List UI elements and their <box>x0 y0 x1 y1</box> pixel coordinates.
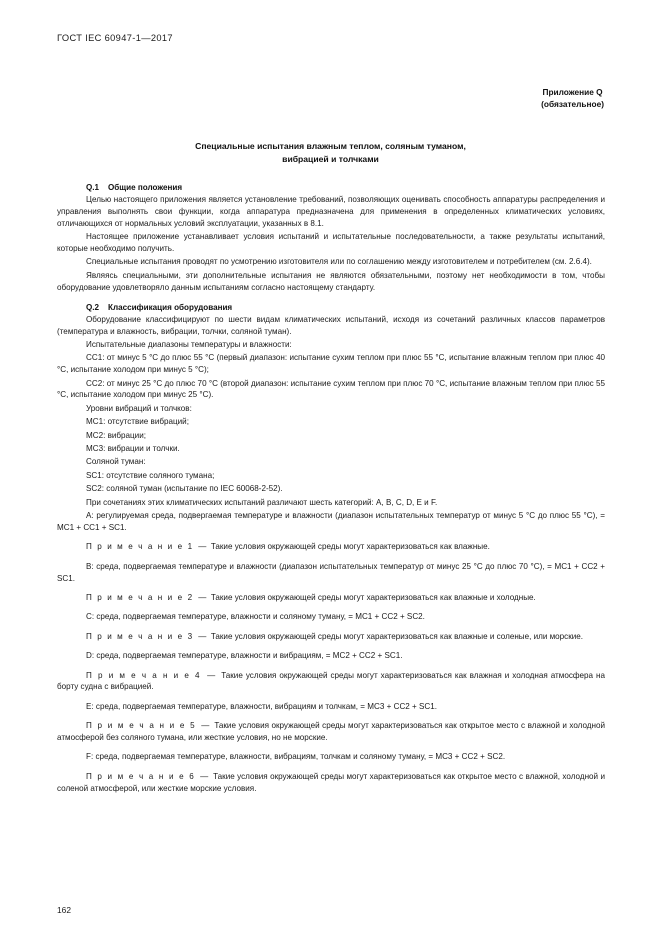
note <box>57 592 605 604</box>
annex-subtitle: (обязательное) <box>541 99 604 110</box>
note <box>57 771 605 795</box>
note-text: Такие условия окружающей среды могут характеризоваться как влажные. <box>210 542 490 552</box>
paragraph: При сочетаниях этих климатических испытаний различают шесть категорий: А, В, С, D, Е и F. <box>86 497 438 507</box>
category-item: В: среда, подвергаемая температуре и влажности (диапазон испытательных температур от минус 25 °С до плюс 70 °С), = MC1 + CC2 + SC1. <box>57 561 605 583</box>
paragraph: Испытательные диапазоны температуры и влажности: <box>86 339 292 349</box>
note <box>57 720 605 744</box>
note <box>57 541 605 553</box>
section-title-q2: Классификация оборудования <box>108 302 233 312</box>
section-number-q1: Q.1 <box>86 183 100 192</box>
paragraph: Настоящее приложение устанавливает условия испытаний и испытательные последовательности, а также результаты испытаний, которые необходимо получить. <box>57 232 605 254</box>
note-dash: — <box>207 670 216 680</box>
note-dash: — <box>198 592 207 602</box>
note-label: П р и м е ч а н и е 4 <box>86 670 202 680</box>
category-item: D: среда, подвергаемая температуре, влажности и вибрациям, = MC2 + CC2 + SC1. <box>86 651 403 661</box>
note-label: П р и м е ч а н и е 3 <box>86 631 194 641</box>
note-text: Такие условия окружающей среды могут характеризоваться как влажная и холодная атмосфера на борту судна с вибрацией. <box>57 670 605 692</box>
list-item: SC1: отсутствие соляного тумана; <box>86 470 215 480</box>
category-item: С: среда, подвергаемая температуре, влажности и соляному туману, = MC1 + CC2 + SC2. <box>86 612 425 622</box>
section-title-q1: Общие положения <box>108 183 183 192</box>
note-label: П р и м е ч а н и е 1 <box>86 542 194 552</box>
paragraph: Целью настоящего приложения является установление требований, позволяющих оценивать способность аппаратуры распределения и управления выполнять свои функции, когда аппаратура предназначена для применения в определенных климатических условиях, отличающихся от нормальных условий эксплуатации, указанных в 8.1. <box>57 195 605 228</box>
paragraph: Соляной туман: <box>86 457 146 467</box>
note-dash: — <box>198 542 207 552</box>
paragraph: Специальные испытания проводят по усмотрению изготовителя или по соглашению между изготовителем и потребителем (см. 2.6.4). <box>86 257 592 267</box>
paragraph: Оборудование классифицируют по шести видам климатических испытаний, исходя из сочетаний различных классов параметров (температура и влажность, вибрации, толчки, соляной туман). <box>57 314 605 336</box>
section-heading-q2 <box>57 303 605 312</box>
page-title-line-2: вибрацией и толчками <box>282 154 379 165</box>
page-title <box>57 140 604 167</box>
note-dash: — <box>201 721 210 731</box>
paragraph: СС1: от минус 5 °С до плюс 55 °С (первый диапазон: испытание сухим теплом при плюс 55 °С, испытание влажным теплом при плюс 40 °С, испытание холодом при минус 5 °С); <box>57 353 605 375</box>
document-body <box>57 183 605 802</box>
list-item: MC2: вибрации; <box>86 430 146 440</box>
paragraph: СС2: от минус 25 °С до плюс 70 °С (второй диапазон: испытание сухим теплом при плюс 70 °С, испытание влажным теплом при плюс 55 °С, испытание холодом при минус 25 °С). <box>57 378 605 400</box>
note-label: П р и м е ч а н и е 6 <box>86 771 196 781</box>
section-heading-q1 <box>57 183 605 192</box>
note-text: Такие условия окружающей среды могут характеризоваться как влажные и соленые, или морские. <box>210 631 584 641</box>
category-item: F: среда, подвергаемая температуре, влажности, вибрациям, толчкам и соляному туману, = MC3 + CC2 + SC2. <box>86 752 506 762</box>
note-dash: — <box>200 771 209 781</box>
annex-label <box>541 86 604 110</box>
annex-title: Приложение Q <box>542 87 603 97</box>
note <box>57 670 605 694</box>
category-item: А: регулируемая среда, подвергаемая температуре и влажности (диапазон испытательных температур от минус 5 °С до плюс 55 °С), = MC1 + CC1 + SC1. <box>57 510 605 532</box>
paragraph: Являясь специальными, эти дополнительные испытания не являются обязательными, поэтому нет необходимости в том, чтобы оборудование удовлетворяло данным испытаниям согласно настоящему стандарту. <box>57 270 605 292</box>
category-item: Е: среда, подвергаемая температуре, влажности, вибрациям и толчкам, = MC3 + CC2 + SC1. <box>86 701 438 711</box>
page-title-line-1: Специальные испытания влажным теплом, соляным туманом, <box>195 141 466 151</box>
page-header-standard-ref: ГОСТ IEC 60947-1—2017 <box>57 33 173 43</box>
page-number: 162 <box>57 905 71 915</box>
note-text: Такие условия окружающей среды могут характеризоваться как открытое место с влажной и холодной атмосферой без соляного тумана, или жесткие условия, но не морские. <box>57 721 605 743</box>
note-label: П р и м е ч а н и е 5 <box>86 721 197 731</box>
list-item: MC1: отсутствие вибраций; <box>86 417 189 427</box>
note <box>57 631 605 643</box>
note-dash: — <box>198 631 207 641</box>
note-text: Такие условия окружающей среды могут характеризоваться как влажные и холодные. <box>210 592 536 602</box>
note-text: Такие условия окружающей среды могут характеризоваться как открытое место с влажной, холодной и соленой атмосферой, или жесткие морские условия. <box>57 771 605 793</box>
list-item: MC3: вибрации и толчки. <box>86 444 180 454</box>
section-number-q2: Q.2 <box>86 302 100 312</box>
paragraph: Уровни вибраций и толчков: <box>86 403 192 413</box>
list-item: SC2: соляной туман (испытание по IEC 60068-2-52). <box>86 484 283 494</box>
note-label: П р и м е ч а н и е 2 <box>86 592 194 602</box>
